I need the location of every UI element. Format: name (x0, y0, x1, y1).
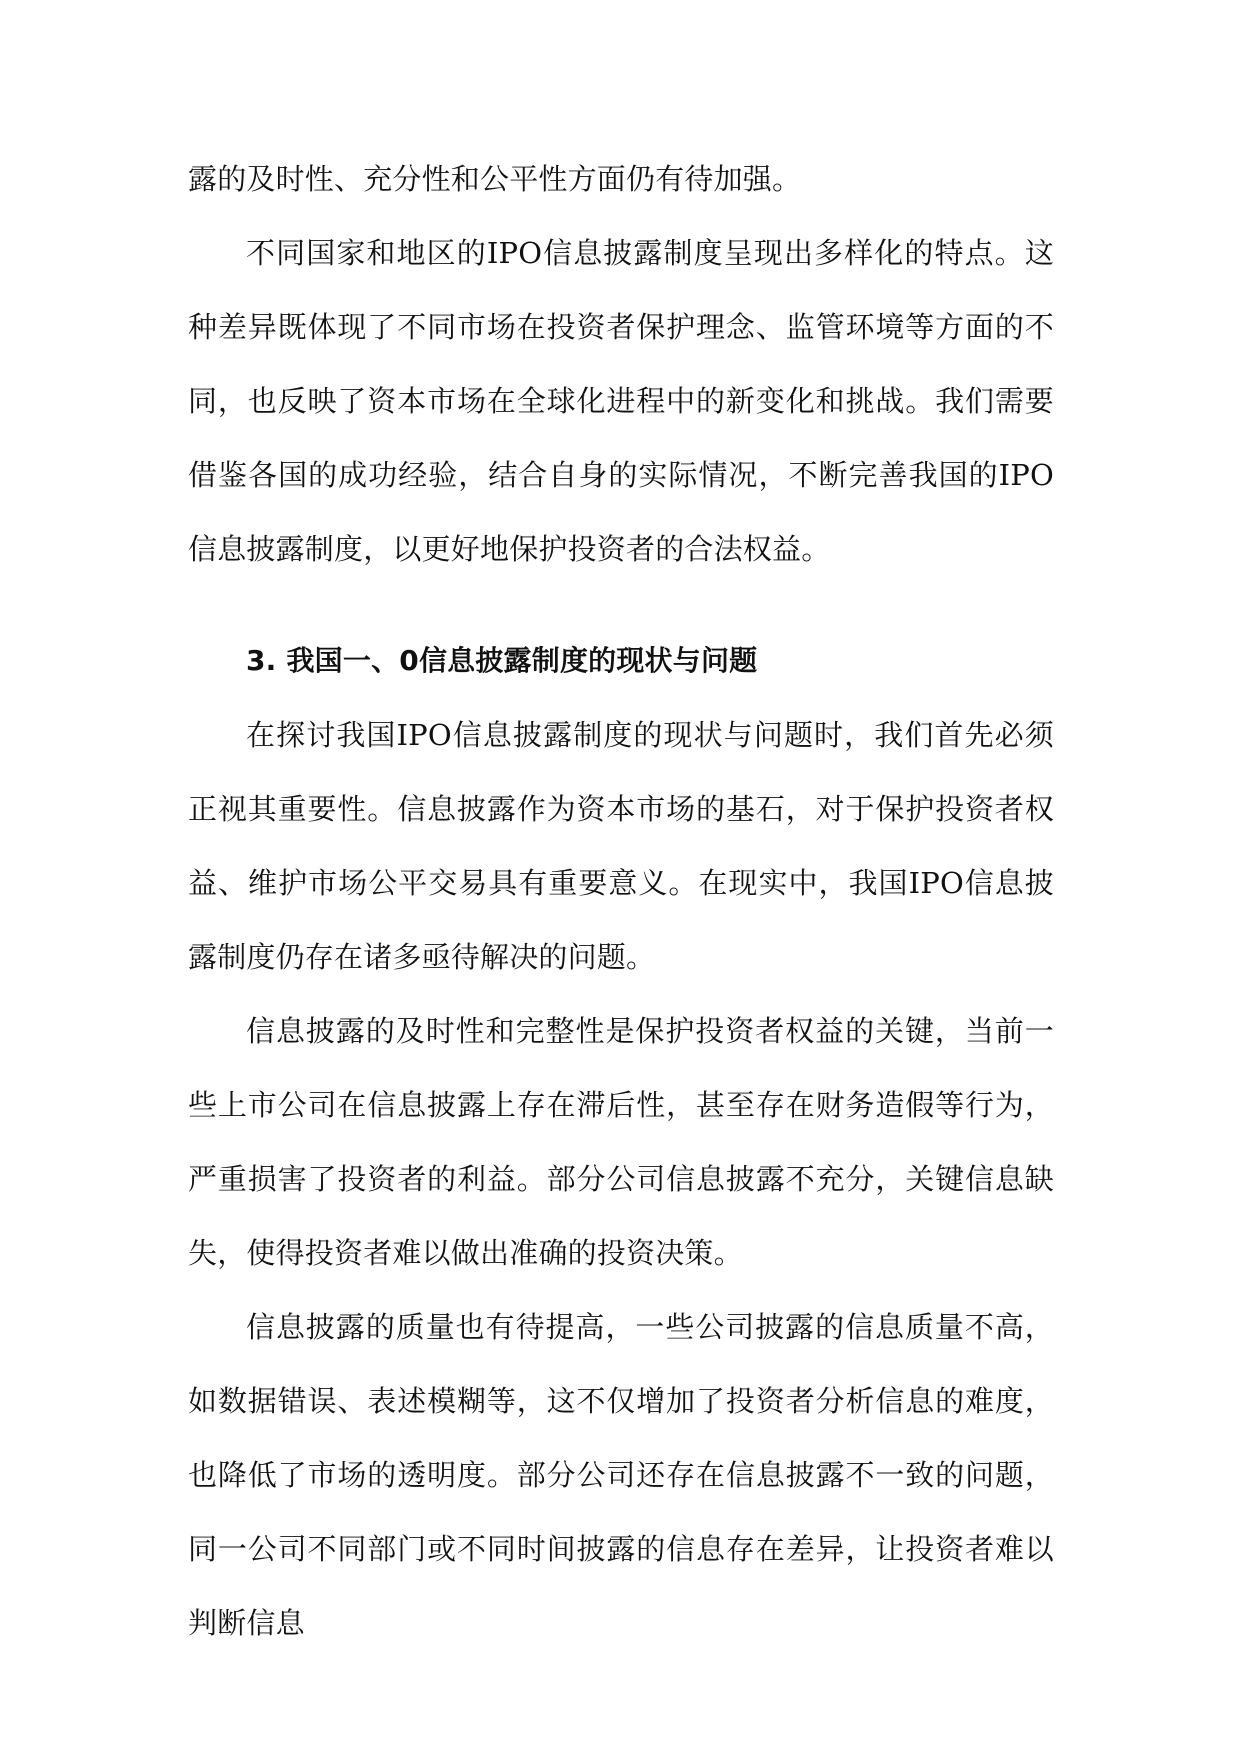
paragraph-timeliness: 信息披露的及时性和完整性是保护投资者权益的关键，当前一些上市公司在信息披露上存在滞后性，甚至存在财务造假等行为，严重损害了投资者的利益。部分公司信息披露不充分，关键信息缺失，使得投资者难以做出准确的投资决策。 (188, 1014, 1054, 1270)
paragraph-ipo-systems-diversity: 不同国家和地区的IPO信息披露制度呈现出多样化的特点。这种差异既体现了不同市场在投资者保护理念、监管环境等方面的不同，也反映了资本市场在全球化进程中的新变化和挑战。我们需要借鉴各国的成功经验，结合自身的实际情况，不断完善我国的IPO信息披露制度，以更好地保护投资者的合法权益。 (188, 236, 1054, 566)
paragraph-continuation: 露的及时性、充分性和公平性方面仍有待加强。 (188, 162, 802, 196)
section-heading: 3. 我国一、0信息披露制度的现状与问题 (246, 644, 758, 677)
paragraph-importance: 在探讨我国IPO信息披露制度的现状与问题时，我们首先必须正视其重要性。信息披露作为资本市场的基石，对于保护投资者权益、维护市场公平交易具有重要意义。在现实中，我国IPO信息披露制度仍存在诸多亟待解决的问题。 (188, 718, 1054, 974)
document-body (188, 142, 1054, 1660)
paragraph-quality: 信息披露的质量也有待提高，一些公司披露的信息质量不高，如数据错误、表述模糊等，这不仅增加了投资者分析信息的难度，也降低了市场的透明度。部分公司还存在信息披露不一致的问题，同一公司不同部门或不同时间披露的信息存在差异，让投资者难以判断信息 (188, 1310, 1054, 1640)
